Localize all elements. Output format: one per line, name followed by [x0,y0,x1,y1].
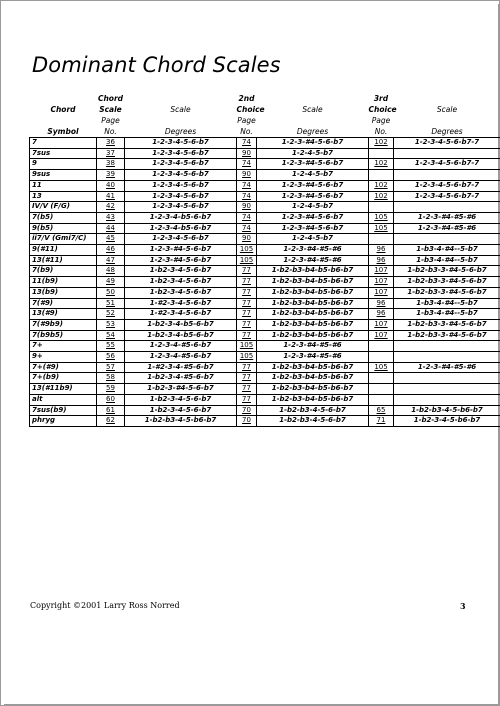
chord-scale-page-cell: 58 [97,373,125,384]
second-scale-degrees-cell: 1-2-4-5-b7 [257,148,369,159]
second-choice-page-cell: 77 [237,287,257,298]
second-choice-page-cell: 90 [237,234,257,245]
third-choice-page-cell: 107 [369,319,394,330]
table-row [30,191,500,202]
third-choice-page-cell: 102 [369,138,394,149]
header-second-choice-line1: 2nd [238,94,255,103]
third-choice-page-cell [369,148,394,159]
second-scale-degrees-cell: 1-2-3-#4-5-6-b7 [257,159,369,170]
second-scale-degrees-cell: 1-2-4-5-b7 [257,202,369,213]
chord-symbol-cell: 7(b9) [30,266,97,277]
third-choice-page-cell: 102 [369,180,394,191]
chord-symbol-cell: 7(#9b9) [30,319,97,330]
chord-scale-page-cell: 37 [97,148,125,159]
scale-degrees-cell: 1-b2-3-4-5-6-b7 [125,405,237,416]
third-scale-degrees-cell: 1-b2-b3-3-#4-5-6-b7 [394,330,500,341]
second-scale-degrees-cell: 1-b2-b3-b4-b5-b6-b7 [257,394,369,405]
chord-symbol-cell: 9+ [30,352,97,363]
table-row [30,202,500,213]
chord-scale-page-cell: 56 [97,352,125,363]
scale-degrees-cell: 1-b2-3-#4-5-6-b7 [125,384,237,395]
header-blank [125,93,237,104]
third-scale-degrees-cell [394,202,500,213]
header-chord-symbol-line1: Chord [50,105,76,114]
second-scale-degrees-cell: 1-2-3-#4-5-6-b7 [257,223,369,234]
second-choice-page-cell: 77 [237,298,257,309]
third-choice-page-cell: 105 [369,223,394,234]
scale-degrees-cell: 1-b2-3-4-b5-6-b7 [125,330,237,341]
third-scale-degrees-cell: 1-2-3-4-5-6-b7-7 [394,180,500,191]
chord-symbol-cell: 13(#11) [30,255,97,266]
third-scale-degrees-cell: 1-2-3-4-5-6-b7-7 [394,138,500,149]
second-choice-page-cell: 77 [237,330,257,341]
table-row [30,309,500,320]
second-scale-degrees-cell: 1-b2-b3-b4-b5-b6-b7 [257,362,369,373]
third-choice-page-cell: 96 [369,255,394,266]
copyright-text: Copyright ©2001 Larry Ross Norred [30,601,180,610]
table-row [30,277,500,288]
second-scale-degrees-cell: 1-2-3-#4-5-6-b7 [257,212,369,223]
table-row [30,352,500,363]
chord-scale-page-cell: 62 [97,416,125,427]
third-choice-page-cell [369,202,394,213]
chord-scale-page-cell: 50 [97,287,125,298]
chord-scale-page-cell: 43 [97,212,125,223]
header-second-scale-degrees-line2: Degrees [257,115,369,138]
chord-scale-page-cell: 51 [97,298,125,309]
scale-degrees-cell: 1-2-3-4-5-6-b7 [125,159,237,170]
second-scale-degrees-cell: 1-b2-b3-b4-b5-b6-b7 [257,309,369,320]
second-scale-degrees-cell: 1-b2-b3-b4-b5-b6-b7 [257,287,369,298]
second-choice-page-cell: 77 [237,394,257,405]
chord-symbol-cell: 7sus(b9) [30,405,97,416]
table-row [30,330,500,341]
header-scale-degrees-line2: Degrees [125,115,237,138]
table-row [30,384,500,395]
scale-degrees-cell: 1-2-3-4-b5-6-b7 [125,223,237,234]
second-choice-page-cell: 77 [237,373,257,384]
third-scale-degrees-cell: 1-b3-4-#4--5-b7 [394,255,500,266]
chord-symbol-cell: 11 [30,180,97,191]
second-choice-page-cell: 77 [237,266,257,277]
scale-degrees-cell: 1-b2-3-4-5-6-b7 [125,287,237,298]
second-choice-page-cell: 90 [237,148,257,159]
scale-degrees-cell: 1-#2-3-4-5-6-b7 [125,309,237,320]
scale-degrees-cell: 1-b2-3-4-5-6-b7 [125,394,237,405]
table-body [30,138,500,427]
second-choice-page-cell: 105 [237,255,257,266]
chord-scale-page-cell: 53 [97,319,125,330]
scale-degrees-cell: 1-2-3-4-5-6-b7 [125,170,237,181]
scale-degrees-cell: 1-2-3-4-5-6-b7 [125,191,237,202]
third-choice-page-cell: 107 [369,330,394,341]
third-choice-page-cell [369,373,394,384]
third-choice-page-cell: 105 [369,212,394,223]
table-row [30,405,500,416]
second-choice-page-cell: 105 [237,352,257,363]
table-row [30,159,500,170]
chord-symbol-cell: 13(b9) [30,287,97,298]
scale-degrees-cell: 1-2-3-4-#5-6-b7 [125,352,237,363]
table-row [30,298,500,309]
third-scale-degrees-cell [394,394,500,405]
second-choice-page-cell: 90 [237,202,257,213]
table-row [30,362,500,373]
second-choice-page-cell: 77 [237,277,257,288]
second-scale-degrees-cell: 1-2-4-5-b7 [257,234,369,245]
third-choice-page-cell: 107 [369,287,394,298]
third-choice-page-cell: 71 [369,416,394,427]
third-scale-degrees-cell: 1-b2-b3-3-#4-5-6-b7 [394,319,500,330]
second-choice-page-cell: 70 [237,416,257,427]
scale-degrees-cell: 1-2-3-#4-5-6-b7 [125,255,237,266]
scale-degrees-cell: 1-b2-3-4-#5-6-b7 [125,373,237,384]
chord-scale-page-cell: 39 [97,170,125,181]
chord-symbol-cell: 7 [30,138,97,149]
second-choice-page-cell: 77 [237,319,257,330]
third-choice-page-cell: 105 [369,362,394,373]
chord-symbol-cell: 7+(#9) [30,362,97,373]
table-row [30,255,500,266]
scale-degrees-cell: 1-b2-3-4-b5-6-b7 [125,319,237,330]
header-third-choice-line2: Choice [368,105,397,114]
chord-scale-page-cell: 41 [97,191,125,202]
chord-scale-page-cell: 47 [97,255,125,266]
table-header [30,93,500,138]
chord-symbol-cell: 9(b5) [30,223,97,234]
second-scale-degrees-cell: 1-2-4-5-b7 [257,170,369,181]
chord-symbol-cell: phryg [30,416,97,427]
header-chord-symbol-line2: Symbol [30,115,97,138]
header-chord-scale-line2: Scale [99,105,122,114]
third-scale-degrees-cell: 1-b2-b3-3-#4-5-6-b7 [394,277,500,288]
chord-scale-page-cell: 42 [97,202,125,213]
second-choice-page-cell: 90 [237,170,257,181]
second-scale-degrees-cell: 1-2-3-#4-#5-#6 [257,245,369,256]
third-scale-degrees-cell: 1-2-3-#4-#5-#6 [394,223,500,234]
second-choice-page-cell: 105 [237,245,257,256]
chord-symbol-cell: 9sus [30,170,97,181]
table-row [30,170,500,181]
header-third-scale-degrees-line2: Degrees [394,115,500,138]
third-scale-degrees-cell [394,234,500,245]
third-choice-page-cell: 96 [369,245,394,256]
chord-scale-page-cell: 59 [97,384,125,395]
header-blank [257,93,369,104]
chord-symbol-cell: ii7/V (Gmi7/C) [30,234,97,245]
second-scale-degrees-cell: 1-2-3-#4-5-6-b7 [257,138,369,149]
chord-scale-page-cell: 46 [97,245,125,256]
third-choice-page-cell [369,352,394,363]
table-row [30,148,500,159]
second-choice-page-cell: 77 [237,362,257,373]
chord-symbol-cell: 7+(b9) [30,373,97,384]
third-choice-page-cell: 102 [369,159,394,170]
second-choice-page-cell: 74 [237,138,257,149]
chord-scale-page-cell: 54 [97,330,125,341]
header-chord-symbol-line0 [30,93,97,104]
table-row [30,287,500,298]
chord-symbol-cell: IV/V (F/G) [30,202,97,213]
second-choice-page-cell: 74 [237,223,257,234]
header-chord-scale-line3: Page No. [97,115,125,138]
chord-scale-page-cell: 40 [97,180,125,191]
third-scale-degrees-cell: 1-b2-b3-3-#4-5-6-b7 [394,287,500,298]
table-row [30,319,500,330]
chord-scales-table [29,93,500,427]
third-choice-page-cell [369,170,394,181]
chord-scale-page-cell: 45 [97,234,125,245]
second-choice-page-cell: 105 [237,341,257,352]
second-scale-degrees-cell: 1-b2-b3-b4-b5-b6-b7 [257,266,369,277]
chord-scale-page-cell: 57 [97,362,125,373]
scale-degrees-cell: 1-b2-3-4-5-6-b7 [125,266,237,277]
third-choice-page-cell: 96 [369,298,394,309]
scale-degrees-cell: 1-#2-3-4-#5-6-b7 [125,362,237,373]
scale-degrees-cell: 1-b2-b3-4-5-b6-b7 [125,416,237,427]
third-choice-page-cell: 107 [369,277,394,288]
chord-scale-page-cell: 60 [97,394,125,405]
chord-symbol-cell: 7(#9) [30,298,97,309]
third-choice-page-cell: 102 [369,191,394,202]
third-scale-degrees-cell [394,373,500,384]
scale-degrees-cell: 1-2-3-4-5-6-b7 [125,180,237,191]
third-choice-page-cell: 96 [369,309,394,320]
header-third-scale-degrees-line1: Scale [436,105,458,114]
second-choice-page-cell: 74 [237,180,257,191]
chord-scale-page-cell: 49 [97,277,125,288]
table-row [30,341,500,352]
second-choice-page-cell: 77 [237,309,257,320]
second-choice-page-cell: 77 [237,384,257,395]
header-blank [394,93,500,104]
scale-degrees-cell: 1-2-3-4-5-6-b7 [125,202,237,213]
second-scale-degrees-cell: 1-2-3-#4-#5-#6 [257,341,369,352]
third-scale-degrees-cell [394,352,500,363]
third-choice-page-cell [369,384,394,395]
third-scale-degrees-cell: 1-2-3-#4-#5-#6 [394,212,500,223]
page-number: 3 [460,601,466,611]
chord-symbol-cell: 7(b5) [30,212,97,223]
second-choice-page-cell: 74 [237,159,257,170]
header-second-scale-degrees-line1: Scale [302,105,323,114]
scale-degrees-cell: 1-2-3-4-5-6-b7 [125,148,237,159]
third-choice-page-cell: 65 [369,405,394,416]
chord-symbol-cell: 11(b9) [30,277,97,288]
second-choice-page-cell: 70 [237,405,257,416]
third-scale-degrees-cell [394,170,500,181]
scale-degrees-cell: 1-2-3-4-5-6-b7 [125,138,237,149]
header-second-choice-line2: Choice [236,105,265,114]
chord-symbol-cell: 13(#11b9) [30,384,97,395]
second-scale-degrees-cell: 1-2-3-#4-#5-#6 [257,255,369,266]
second-scale-degrees-cell: 1-b2-b3-b4-b5-b6-b7 [257,330,369,341]
second-scale-degrees-cell: 1-b2-b3-b4-b5-b6-b7 [257,384,369,395]
second-scale-degrees-cell: 1-b2-b3-b4-b5-b6-b7 [257,277,369,288]
third-scale-degrees-cell: 1-b2-b3-4-5-b6-b7 [394,405,500,416]
table-row [30,138,500,149]
table-row [30,266,500,277]
third-scale-degrees-cell: 1-b3-4-#4--5-b7 [394,298,500,309]
third-choice-page-cell [369,234,394,245]
second-scale-degrees-cell: 1-b2-b3-b4-b5-b6-b7 [257,319,369,330]
chord-symbol-cell: 9(#11) [30,245,97,256]
header-chord-scale-line1: Chord [97,94,124,103]
scale-degrees-cell: 1-2-3-4-b5-6-b7 [125,212,237,223]
second-scale-degrees-cell: 1-2-3-#4-#5-#6 [257,352,369,363]
chord-scale-page-cell: 38 [97,159,125,170]
chord-scale-page-cell: 48 [97,266,125,277]
chord-symbol-cell: alt [30,394,97,405]
chord-symbol-cell: 13 [30,191,97,202]
chord-symbol-cell: 7(b9b5) [30,330,97,341]
third-scale-degrees-cell: 1-b2-b3-3-#4-5-6-b7 [394,266,500,277]
table-row [30,394,500,405]
header-second-choice-line3: Page No. [237,116,256,136]
chord-symbol-cell: 7sus [30,148,97,159]
second-scale-degrees-cell: 1-b2-b3-b4-b5-b6-b7 [257,298,369,309]
third-scale-degrees-cell: 1-2-3-#4-#5-#6 [394,362,500,373]
table-row [30,373,500,384]
scale-degrees-cell: 1-2-3-4-#5-6-b7 [125,341,237,352]
third-scale-degrees-cell [394,148,500,159]
table-row [30,180,500,191]
scale-degrees-cell: 1-2-3-#4-5-6-b7 [125,245,237,256]
third-scale-degrees-cell: 1-b3-4-#4--5-b7 [394,309,500,320]
second-choice-page-cell: 74 [237,212,257,223]
second-scale-degrees-cell: 1-2-3-#4-5-6-b7 [257,180,369,191]
chord-scale-page-cell: 52 [97,309,125,320]
chord-scale-page-cell: 55 [97,341,125,352]
third-choice-page-cell [369,394,394,405]
page-title: Dominant Chord Scales [32,53,281,77]
table-row [30,234,500,245]
second-scale-degrees-cell: 1-2-3-#4-5-6-b7 [257,191,369,202]
chord-scale-page-cell: 36 [97,138,125,149]
chord-scale-page-cell: 61 [97,405,125,416]
third-scale-degrees-cell [394,341,500,352]
third-choice-page-cell [369,341,394,352]
table-row [30,223,500,234]
third-scale-degrees-cell: 1-b3-4-#4--5-b7 [394,245,500,256]
chord-scale-page-cell: 44 [97,223,125,234]
scale-degrees-cell: 1-2-3-4-5-6-b7 [125,234,237,245]
chord-symbol-cell: 13(#9) [30,309,97,320]
chord-symbol-cell: 7+ [30,341,97,352]
third-choice-page-cell: 107 [369,266,394,277]
scale-degrees-cell: 1-#2-3-4-5-6-b7 [125,298,237,309]
header-scale-degrees-line1: Scale [170,105,191,114]
table-row [30,245,500,256]
third-scale-degrees-cell [394,384,500,395]
third-scale-degrees-cell: 1-b2-3-4-5-b6-b7 [394,416,500,427]
second-scale-degrees-cell: 1-b2-b3-4-5-6-b7 [257,405,369,416]
chord-symbol-cell: 9 [30,159,97,170]
third-scale-degrees-cell: 1-2-3-4-5-6-b7-7 [394,191,500,202]
scale-degrees-cell: 1-b2-3-4-5-6-b7 [125,277,237,288]
third-scale-degrees-cell: 1-2-3-4-5-6-b7-7 [394,159,500,170]
second-scale-degrees-cell: 1-b2-b3-b4-b5-b6-b7 [257,373,369,384]
second-scale-degrees-cell: 1-b2-b3-4-5-6-b7 [257,416,369,427]
header-third-choice-line1: 3rd [373,94,389,103]
table-row [30,212,500,223]
header-third-choice-line3: Page No. [369,115,394,138]
table-row [30,416,500,427]
second-choice-page-cell: 74 [237,191,257,202]
